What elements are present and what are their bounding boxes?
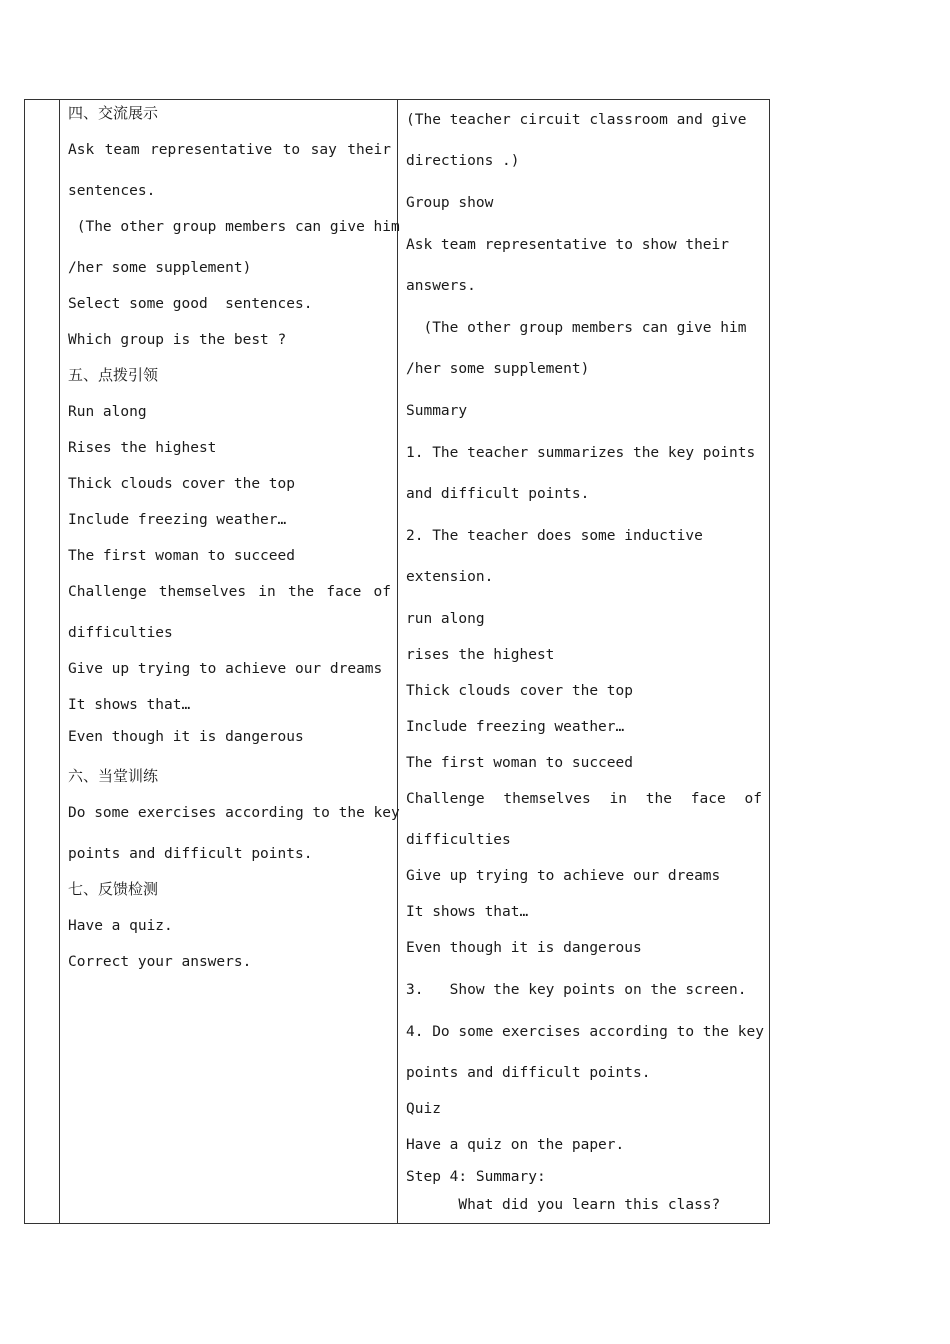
- text-line: Do some exercises according to the key: [68, 805, 400, 821]
- text-line: 2. The teacher does some inductive: [406, 528, 703, 544]
- text-line: 1. The teacher summarizes the key points: [406, 445, 756, 461]
- text-line: and difficult points.: [406, 486, 590, 502]
- text-line: Include freezing weather…: [406, 719, 625, 735]
- text-line: (The teacher circuit classroom and give: [406, 112, 747, 128]
- text-line: extension.: [406, 569, 494, 585]
- text-line: Quiz: [406, 1101, 441, 1117]
- text-line: Include freezing weather…: [68, 512, 287, 528]
- text-line: difficulties: [68, 625, 173, 641]
- text-line: Give up trying to achieve our dreams: [68, 661, 383, 677]
- column-divider-1: [59, 100, 60, 1223]
- text-line: 4. Do some exercises according to the key: [406, 1024, 764, 1040]
- text-line: Step 4: Summary:: [406, 1169, 546, 1185]
- challenge-line: Challenge themselves in the face of: [68, 584, 391, 600]
- text-line: Thick clouds cover the top: [68, 476, 295, 492]
- text-line: sentences.: [68, 183, 156, 199]
- text-line: What did you learn this class?: [406, 1197, 721, 1213]
- text-line: Have a quiz on the paper.: [406, 1137, 625, 1153]
- text-line: difficulties: [406, 832, 511, 848]
- text-line: The first woman to succeed: [406, 755, 633, 771]
- text-line: Group show: [406, 195, 494, 211]
- section-heading-guidance: 五、点拨引领: [68, 366, 159, 384]
- text-line: /her some supplement): [68, 260, 252, 276]
- challenge-line: Challenge themselves in the face of: [406, 791, 762, 807]
- section-heading-exchange: 四、交流展示: [68, 104, 159, 122]
- ask-team-line: Ask team representative to say their: [68, 142, 391, 158]
- text-line: The first woman to succeed: [68, 548, 295, 564]
- lesson-table: [24, 99, 770, 1224]
- text-line: (The other group members can give him: [68, 219, 400, 235]
- text-line: Give up trying to achieve our dreams: [406, 868, 721, 884]
- text-line: Rises the highest: [68, 440, 217, 456]
- text-line: run along: [406, 611, 485, 627]
- text-line: Thick clouds cover the top: [406, 683, 633, 699]
- text-line: Select some good sentences.: [68, 296, 313, 312]
- text-line: points and difficult points.: [406, 1065, 651, 1081]
- section-heading-feedback: 七、反馈检测: [68, 880, 159, 898]
- text-line: /her some supplement): [406, 361, 590, 377]
- text-line: It shows that…: [68, 697, 191, 713]
- text-line: Even though it is dangerous: [68, 729, 304, 745]
- text-line: 3. Show the key points on the screen.: [406, 982, 747, 998]
- text-line: rises the highest: [406, 647, 555, 663]
- text-line: Ask team representative to show their: [406, 237, 730, 253]
- text-line: Summary: [406, 403, 468, 419]
- text-line: points and difficult points.: [68, 846, 313, 862]
- text-line: Have a quiz.: [68, 918, 173, 934]
- section-heading-practice: 六、当堂训练: [68, 767, 159, 785]
- text-line: directions .): [406, 153, 520, 169]
- text-line: Even though it is dangerous: [406, 940, 642, 956]
- text-line: Run along: [68, 404, 147, 420]
- column-divider-2: [397, 100, 398, 1223]
- text-line: answers.: [406, 278, 476, 294]
- text-line: (The other group members can give him: [406, 320, 747, 336]
- text-line: Correct your answers.: [68, 954, 252, 970]
- text-line: It shows that…: [406, 904, 529, 920]
- text-line: Which group is the best ?: [68, 332, 287, 348]
